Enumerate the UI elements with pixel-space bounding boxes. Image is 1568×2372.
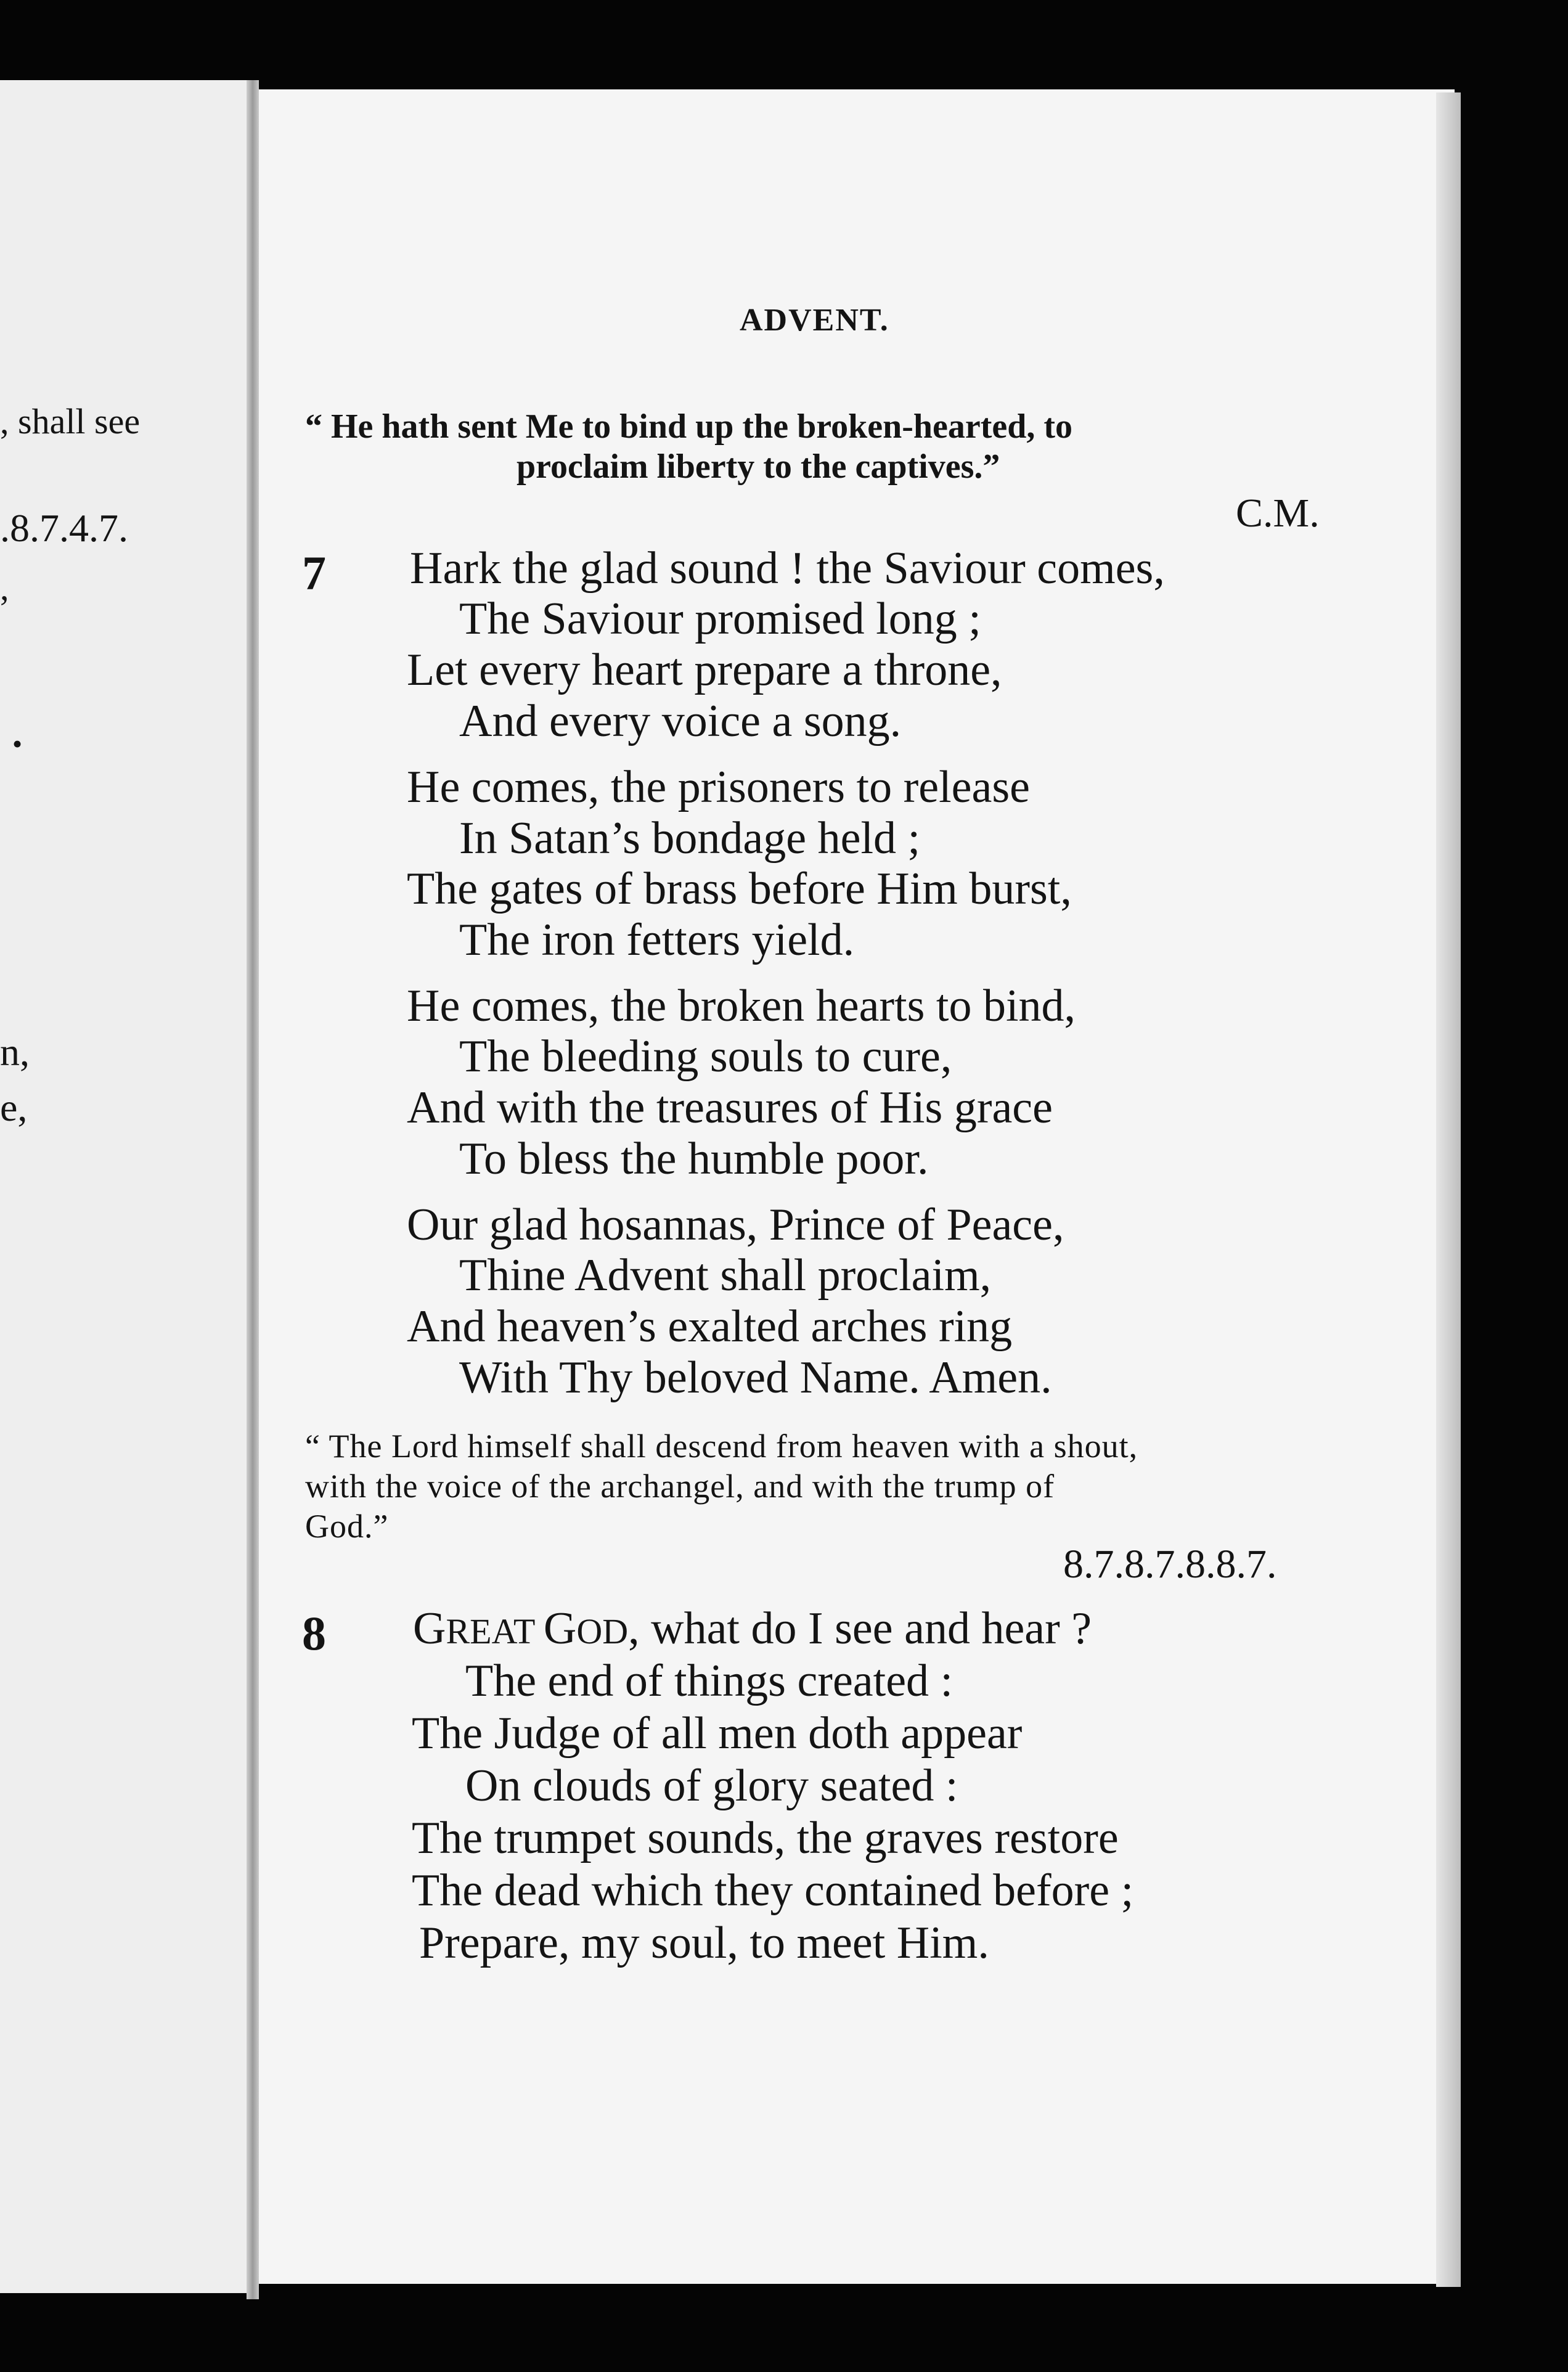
page-edge-shadow xyxy=(1436,92,1461,2287)
small-cap-reat: REAT xyxy=(446,1611,544,1651)
hymn7-line: He comes, the broken hearts to bind, xyxy=(407,981,1076,1031)
hymn7-line: The gates of brass before Him burst, xyxy=(407,864,1072,914)
hymn8-epigraph-line3: God.” xyxy=(305,1508,389,1545)
hymn7-line: And every voice a song. xyxy=(459,696,902,746)
small-cap-g2: G xyxy=(543,1603,577,1654)
hymn8-meter: 8.7.8.7.8.8.7. xyxy=(1063,1542,1277,1587)
hymn7-line: Let every heart prepare a throne, xyxy=(407,645,1002,695)
left-fragment-4: • xyxy=(12,728,23,759)
first-line-rest: , what do I see and hear ? xyxy=(628,1603,1092,1654)
hymn8-epigraph-line2: with the voice of the archangel, and with the trump of xyxy=(305,1468,1055,1505)
small-cap-od: OD xyxy=(576,1611,629,1651)
hymn7-line: The Saviour promised long ; xyxy=(459,594,981,644)
hymn7-line: Our glad hosannas, Prince of Peace, xyxy=(407,1200,1064,1250)
hymn7-line: The bleeding souls to cure, xyxy=(459,1031,952,1082)
hymn7-line: In Satan’s bondage held ; xyxy=(459,813,921,864)
hymn7-line: And with the treasures of His grace xyxy=(407,1082,1053,1133)
left-fragment-3: , xyxy=(0,568,9,608)
hymn7-line: With Thy beloved Name. Amen. xyxy=(459,1352,1052,1403)
hymn8-epigraph-line1: “ The Lord himself shall descend from heaven with a shout, xyxy=(305,1428,1138,1465)
hymn8-line: The Judge of all men doth appear xyxy=(412,1708,1023,1759)
page-header: ADVENT. xyxy=(740,303,889,338)
hymn8-line: Prepare, my soul, to meet Him. xyxy=(419,1918,989,1968)
small-cap-g: G xyxy=(413,1603,446,1654)
hymn7-meter: C.M. xyxy=(1236,491,1320,536)
hymn8-line: The end of things created : xyxy=(465,1656,953,1706)
hymn7-line: To bless the humble poor. xyxy=(459,1134,929,1184)
hymn8-line: On clouds of glory seated : xyxy=(465,1761,958,1811)
left-fragment-2: .8.7.4.7. xyxy=(0,506,128,550)
hymn8-line: The dead which they contained before ; xyxy=(412,1865,1134,1916)
book-spine xyxy=(247,80,259,2299)
hymn7-line: Thine Advent shall proclaim, xyxy=(459,1250,992,1301)
hymn7-line: The iron fetters yield. xyxy=(459,915,855,965)
hymn7-line: He comes, the prisoners to release xyxy=(407,762,1030,812)
left-fragment-5: n, xyxy=(0,1030,30,1074)
left-fragment-6: e, xyxy=(0,1086,28,1129)
hymn7-line: And heaven’s exalted arches ring xyxy=(407,1301,1013,1352)
hymn7-epigraph-line1: “ He hath sent Me to bind up the broken-hearted, to xyxy=(305,407,1073,446)
left-fragment-1: , shall see xyxy=(0,401,141,441)
hymn7-line: Hark the glad sound ! the Saviour comes, xyxy=(410,543,1165,594)
hymn8-line: The trumpet sounds, the graves restore xyxy=(412,1813,1119,1863)
hymn7-epigraph-line2: proclaim liberty to the captives.” xyxy=(517,448,1000,486)
hymn8-number: 8 xyxy=(302,1606,326,1660)
hymn8-first-line xyxy=(413,1603,1092,1655)
hymn7-number: 7 xyxy=(302,546,326,600)
